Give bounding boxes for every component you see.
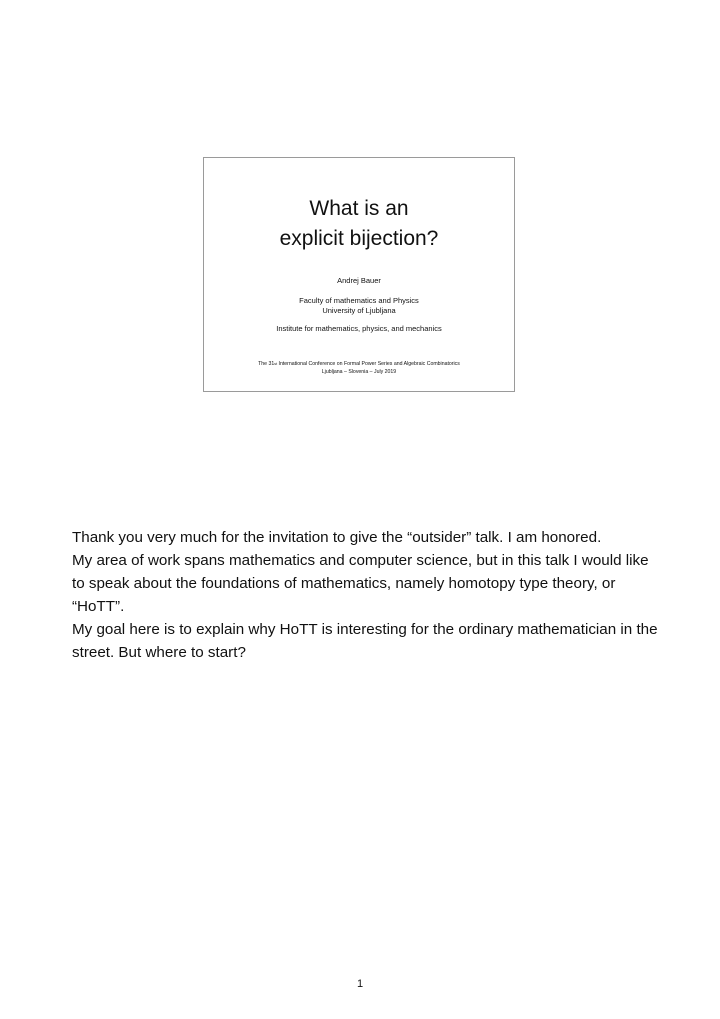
slide-title-line1: What is an [309, 197, 409, 220]
slide-institute: Institute for mathematics, physics, and mechanics [276, 324, 442, 333]
slide-affiliation-line2: University of Ljubljana [322, 306, 396, 315]
conference-prefix: The 31 [258, 361, 275, 367]
slide-conference [204, 361, 514, 376]
speaker-notes [72, 526, 662, 664]
slide-author: Andrej Bauer [337, 276, 381, 285]
notes-paragraph-3: My goal here is to explain why HoTT is interesting for the ordinary mathematician in the street. But where to start? [72, 621, 658, 661]
slide-thumbnail [203, 157, 515, 392]
slide-conference-location: Ljubljana – Slovenia – July 2019 [321, 368, 397, 375]
slide-affiliation-line1: Faculty of mathematics and Physics [299, 296, 419, 305]
page-number: 1 [356, 978, 364, 990]
slide-title-line2: explicit bijection? [279, 227, 439, 250]
conference-superscript: st [274, 361, 278, 366]
slide-affiliation [204, 296, 514, 316]
notes-paragraph-1: Thank you very much for the invitation to give the “outsider” talk. I am honored. [72, 529, 602, 546]
notes-paragraph-2: My area of work spans mathematics and computer science, but in this talk I would like to speak about the foundations of mathematics, namely homotopy type theory, or “HoTT”. [72, 552, 649, 615]
slide-title [204, 194, 514, 254]
conference-suffix: International Conference on Formal Power Series and Algebraic Combinatorics [277, 361, 460, 367]
slide-conference-name [204, 361, 514, 369]
